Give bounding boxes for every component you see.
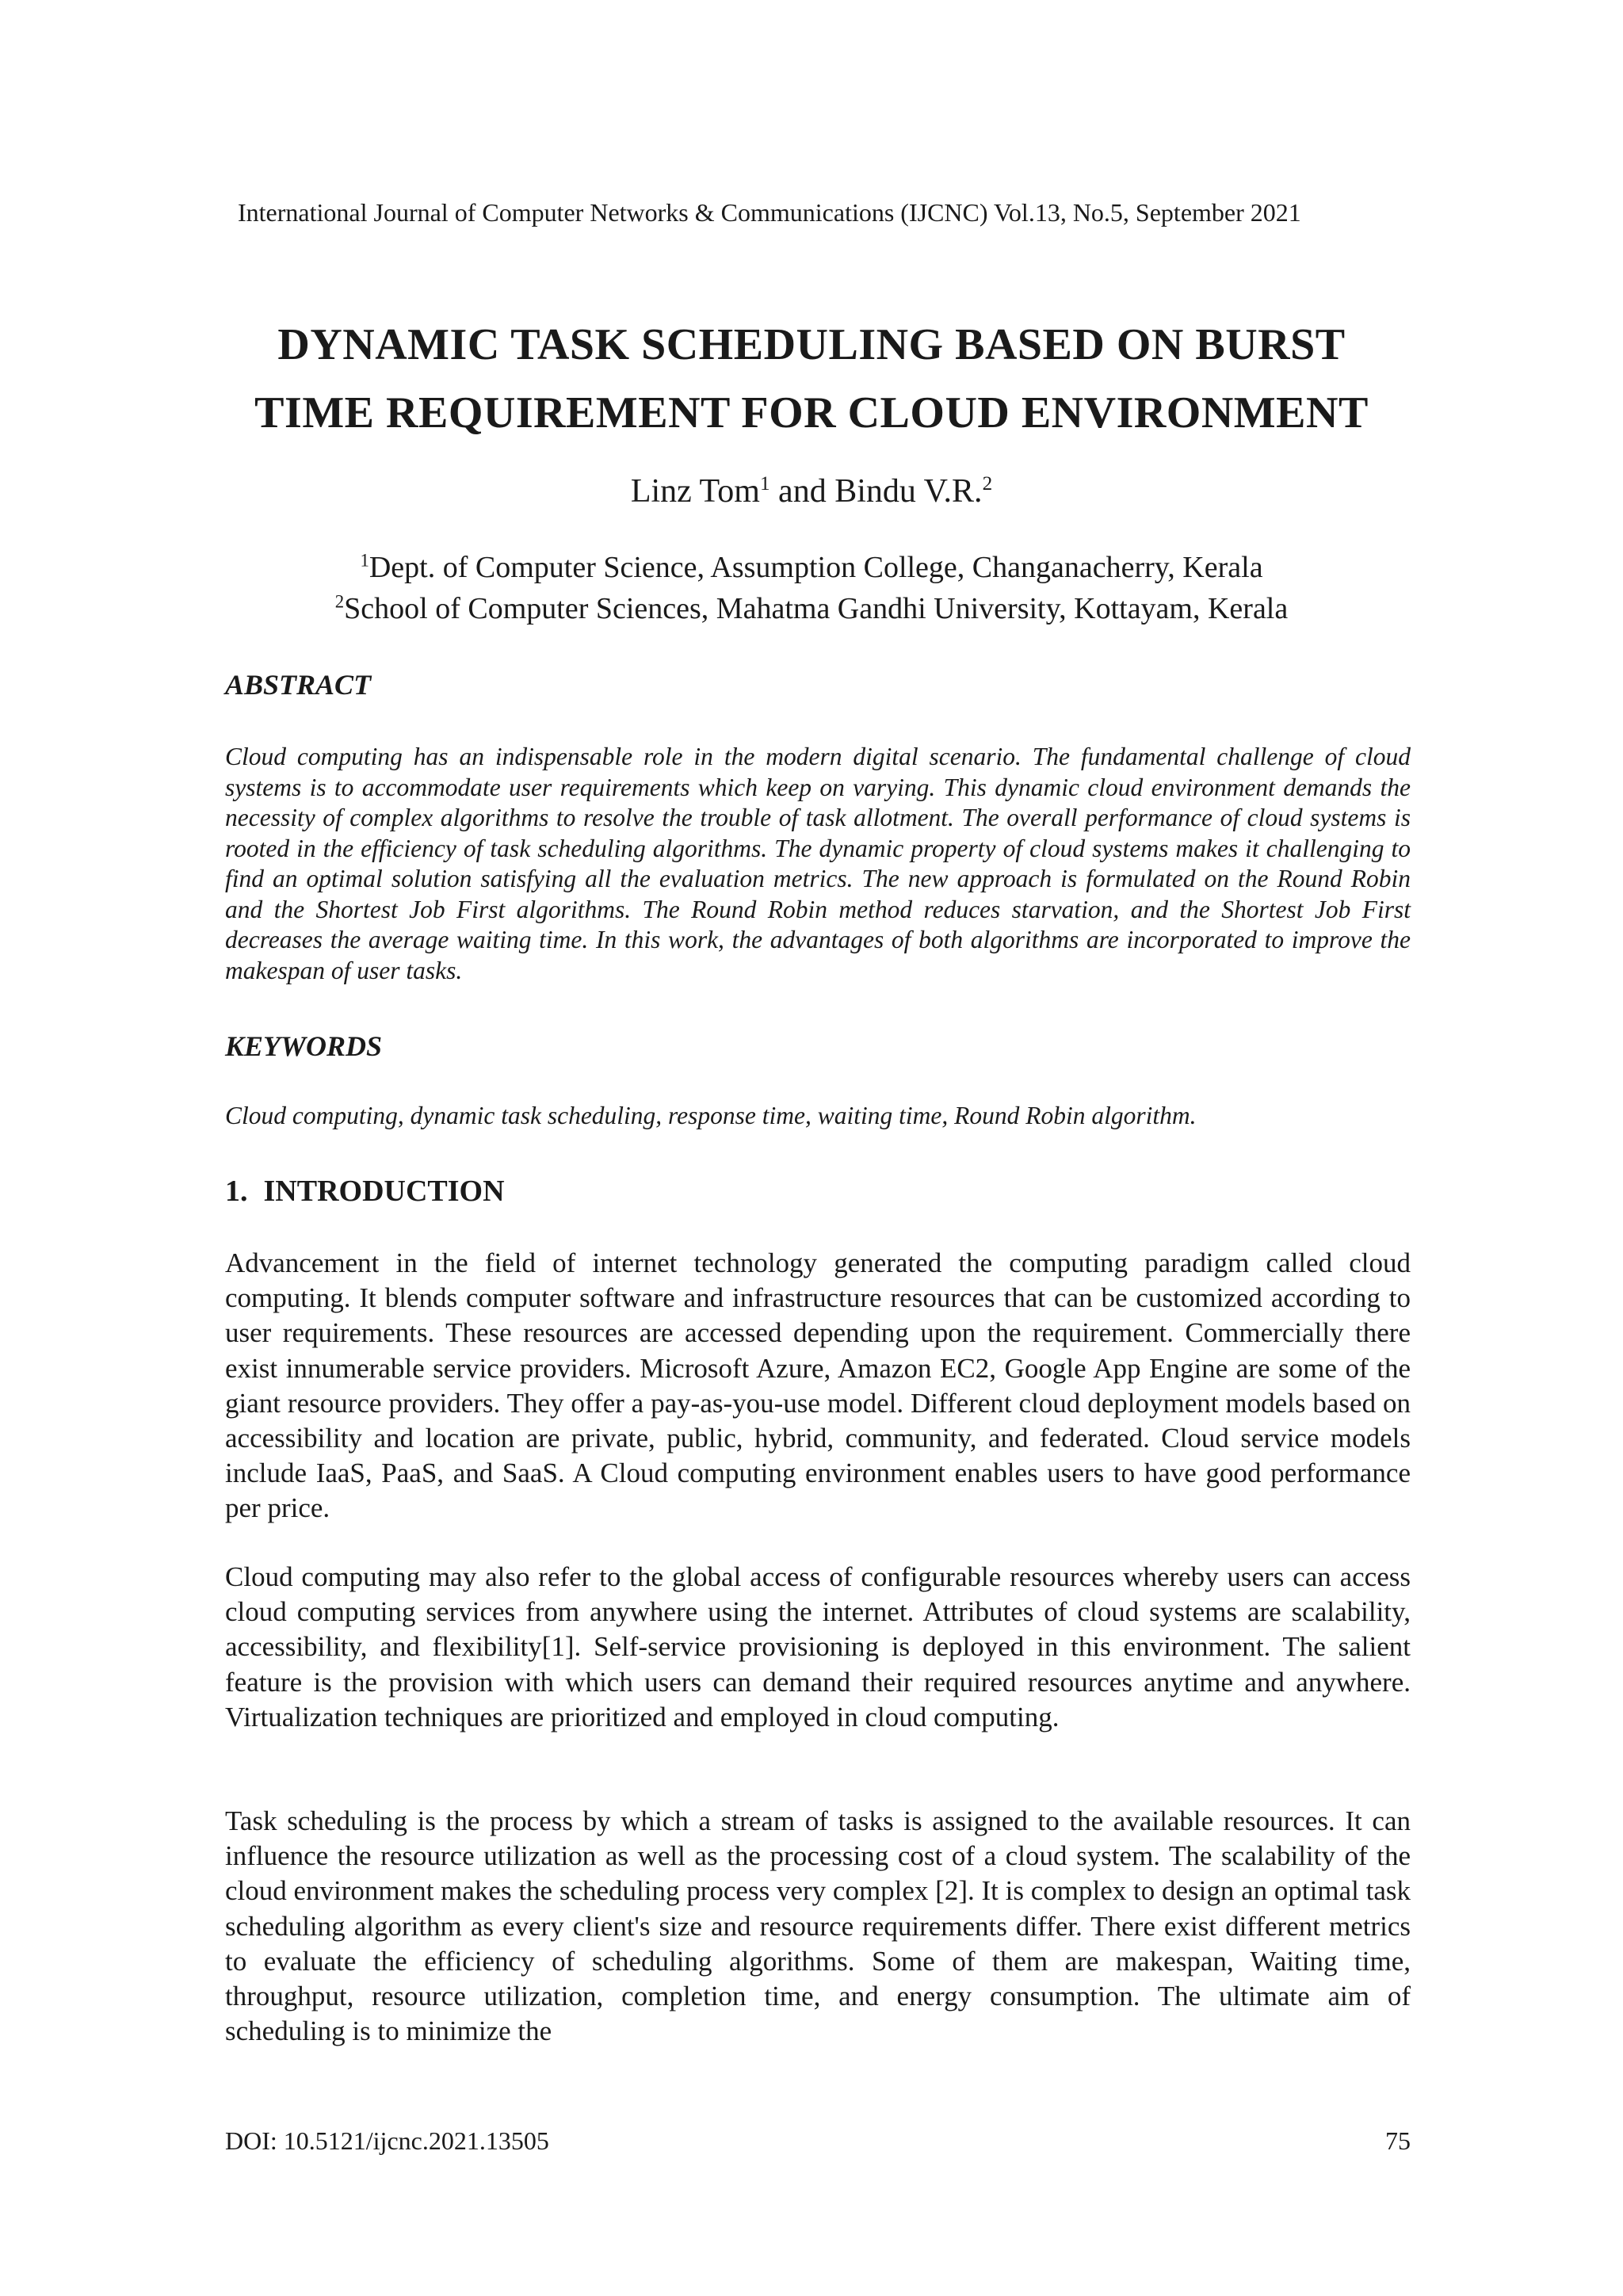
section-heading-introduction: [225, 1173, 505, 1209]
running-header: International Journal of Computer Networks & Communications (IJCNC) Vol.13, No.5, September 2021: [238, 198, 1301, 227]
affiliations: [158, 547, 1465, 629]
abstract-heading: ABSTRACT: [225, 669, 372, 701]
affiliation-text: Dept. of Computer Science, Assumption College, Changanacherry, Kerala: [369, 551, 1263, 584]
author-name: Bindu V.R.: [834, 473, 983, 510]
paper-title: [158, 311, 1465, 447]
page-number: 75: [1385, 2126, 1411, 2155]
affiliation-line: [158, 588, 1465, 629]
author-list: [158, 471, 1465, 512]
author-connector: and: [769, 473, 835, 510]
abstract-text: Cloud computing has an indispensable role in the modern digital scenario. The fundamental challenge of cloud systems is to accommodate user requirements which keep on varying. This dynamic cloud environment demands the necessity of complex algorithms to resolve the trouble of task allotment. The overall performance of cloud systems is rooted in the efficiency of task scheduling algorithms. The dynamic property of cloud systems makes it challenging to find an optimal solution satisfying all the evaluation metrics. The new approach is formulated on the Round Robin and the Shortest Job First algorithms. The Round Robin method reduces starvation, and the Shortest Job First decreases the average waiting time. In this work, the advantages of both algorithms are incorporated to improve the makespan of user tasks.: [225, 743, 1411, 984]
body-paragraph: Task scheduling is the process by which a stream of tasks is assigned to the available resources. It can influence the resource utilization as well as the processing cost of a cloud system. The scalability of the cloud environment makes the scheduling process very complex [2]. It is complex to design an optimal task scheduling algorithm as every client's size and resource requirements differ. There exist different metrics to evaluate the efficiency of scheduling algorithms. Some of them are makespan, Waiting time, throughput, resource utilization, completion time, and energy consumption. The ultimate aim of scheduling is to minimize the: [225, 1805, 1411, 2047]
affiliation-line: [158, 547, 1465, 588]
section-number: 1.: [225, 1175, 248, 1208]
section-title: INTRODUCTION: [263, 1175, 505, 1208]
footer-doi: DOI: 10.5121/ijcnc.2021.13505: [225, 2126, 549, 2155]
keywords-text: Cloud computing, dynamic task scheduling, response time, waiting time, Round Robin algorithm.: [225, 1102, 1197, 1129]
author-affiliation-mark: 1: [759, 473, 770, 495]
keywords-heading: KEYWORDS: [225, 1030, 383, 1062]
author-affiliation-mark: 2: [982, 473, 993, 495]
title-line-1-text: DYNAMIC TASK SCHEDULING BASED ON BURST: [277, 320, 1346, 369]
affiliation-mark: 1: [360, 550, 369, 571]
title-line-2-text: TIME REQUIREMENT FOR CLOUD ENVIRONMENT: [254, 388, 1369, 437]
title-line-1: [158, 311, 1465, 379]
body-paragraph: Cloud computing may also refer to the global access of configurable resources whereby users can access cloud computing services from anywhere using the internet. Attributes of cloud systems are scalability, accessibility, and flexibility[1]. Self-service provisioning is deployed in this environment. The salient feature is the provision with which users can demand their required resources anytime and anywhere. Virtualization techniques are prioritized and employed in cloud computing.: [225, 1561, 1411, 1733]
body-paragraph: Advancement in the field of internet technology generated the computing paradigm called cloud computing. It blends computer software and infrastructure resources that can be customized according to user requirements. These resources are accessed depending upon the requirement. Commercially there exist innumerable service providers. Microsoft Azure, Amazon EC2, Google App Engine are some of the giant resource providers. They offer a pay-as-you-use model. Different cloud deployment models based on accessibility and location are private, public, hybrid, community, and federated. Cloud service models include IaaS, PaaS, and SaaS. A Cloud computing environment enables users to have good performance per price.: [225, 1247, 1411, 1524]
affiliation-mark: 2: [334, 591, 345, 612]
affiliation-text: School of Computer Sciences, Mahatma Gandhi University, Kottayam, Kerala: [344, 592, 1289, 625]
author-name: Linz Tom: [630, 473, 760, 510]
title-line-2: [158, 379, 1465, 447]
